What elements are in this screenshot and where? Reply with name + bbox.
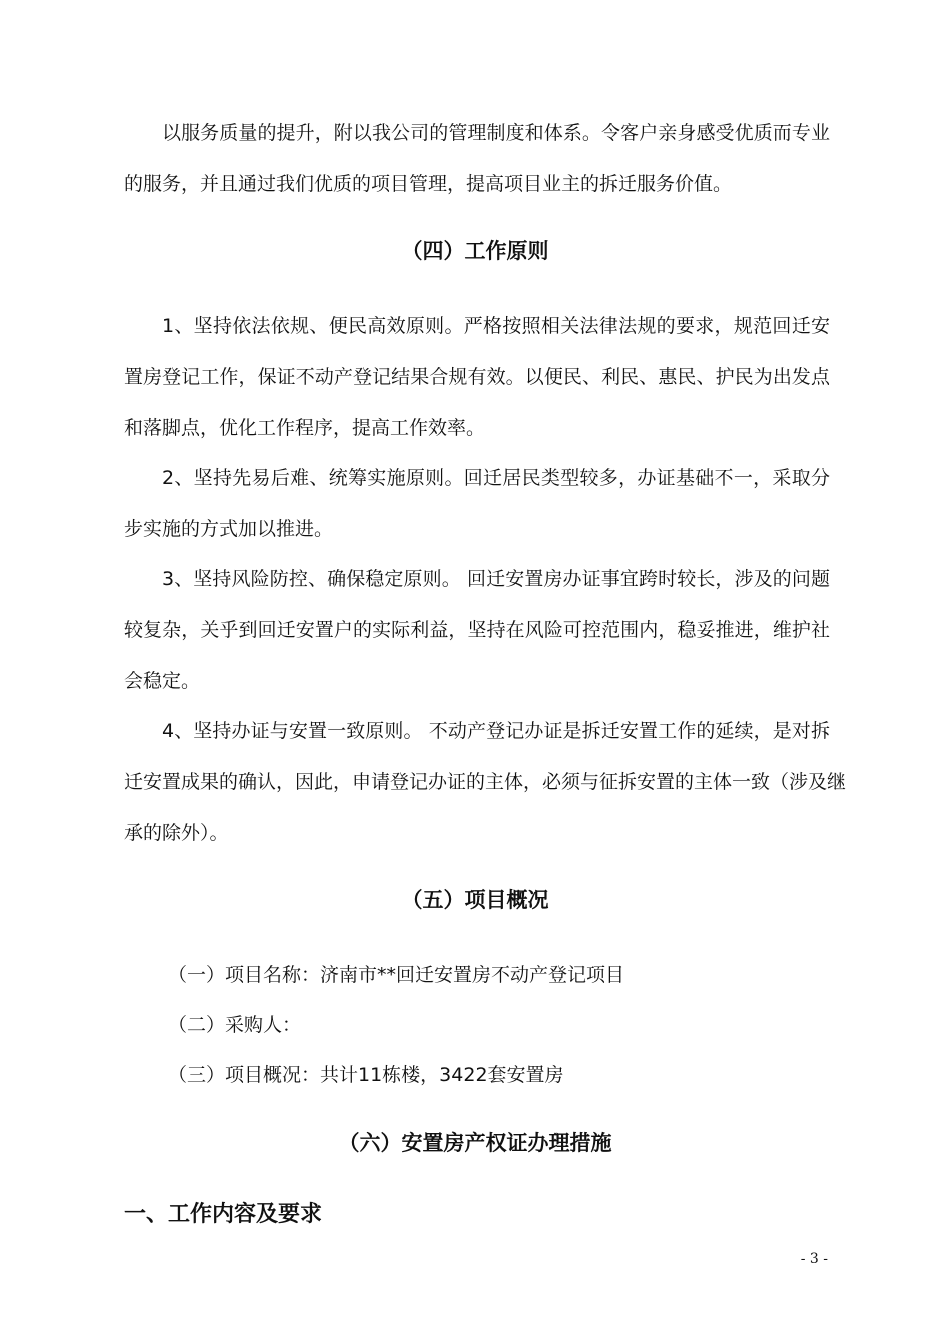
project-overview-item: （三）项目概况：共计11栋楼，3422套安置房 — [168, 1064, 564, 1086]
section-6-title: （六）安置房产权证办理措施 — [338, 1131, 612, 1155]
principle-4-line-1: 4、坚持办证与安置一致原则。 不动产登记办证是拆迁安置工作的延续，是对拆 — [162, 720, 830, 742]
page-number: - 3 - — [800, 1251, 828, 1267]
chapter-1-title: 一、工作内容及要求 — [124, 1202, 323, 1227]
project-name-item: （一）项目名称：济南市**回迁安置房不动产登记项目 — [168, 964, 625, 986]
principle-3-line-2: 较复杂，关乎到回迁安置户的实际利益，坚持在风险可控范围内，稳妥推进，维护社 — [124, 619, 830, 641]
intro-line-1: 以服务质量的提升，附以我公司的管理制度和体系。令客户亲身感受优质而专业 — [162, 122, 830, 144]
principle-1-line-1: 1、坚持依法依规、便民高效原则。严格按照相关法律法规的要求，规范回迁安 — [162, 315, 830, 337]
principle-4-line-2: 迁安置成果的确认，因此，申请登记办证的主体，必须与征拆安置的主体一致（涉及继 — [124, 771, 847, 793]
principle-1-line-2: 置房登记工作，保证不动产登记结果合规有效。以便民、利民、惠民、护民为出发点 — [124, 366, 830, 388]
principle-2-line-1: 2、坚持先易后难、统筹实施原则。回迁居民类型较多，办证基础不一，采取分 — [162, 467, 830, 489]
principle-2-line-2: 步实施的方式加以推进。 — [124, 518, 334, 540]
principle-4-line-3: 承的除外）。 — [124, 822, 229, 844]
principle-3-line-1: 3、坚持风险防控、确保稳定原则。 回迁安置房办证事宜跨时较长，涉及的问题 — [162, 568, 830, 590]
principle-3-line-3: 会稳定。 — [124, 670, 201, 692]
principle-1-line-3: 和落脚点，优化工作程序，提高工作效率。 — [124, 417, 486, 439]
section-4-title: （四）工作原则 — [401, 239, 549, 263]
section-5-title: （五）项目概况 — [401, 888, 549, 912]
intro-line-2: 的服务，并且通过我们优质的项目管理，提高项目业主的拆迁服务价值。 — [124, 173, 733, 195]
purchaser-item: （二）采购人： — [168, 1014, 302, 1036]
